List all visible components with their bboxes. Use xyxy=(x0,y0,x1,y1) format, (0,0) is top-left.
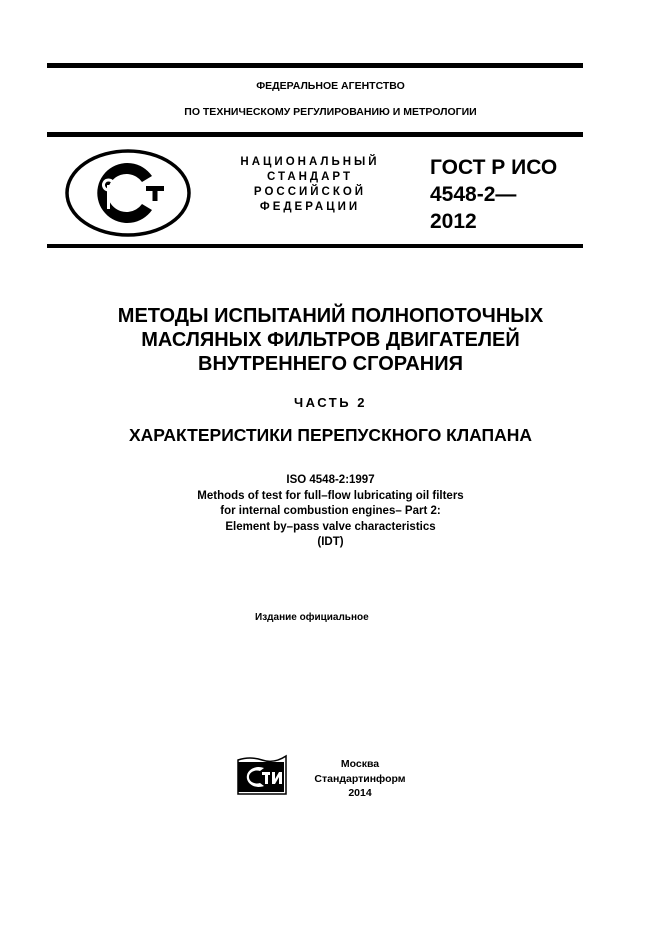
publisher-year: 2014 xyxy=(348,787,372,799)
natstd-line: ФЕДЕРАЦИИ xyxy=(259,201,361,213)
header-rule xyxy=(47,132,583,137)
iso-reference xyxy=(0,473,661,551)
iso-line: ISO 4548-2:1997 xyxy=(286,474,375,486)
designation-line: ГОСТ Р ИСО xyxy=(430,156,558,179)
designation-line: 4548-2— xyxy=(430,183,517,206)
natstd-line: РОССИЙСКОЙ xyxy=(253,186,367,198)
edition-label: Издание официальное xyxy=(255,612,369,623)
iso-line: (IDT) xyxy=(317,536,344,548)
title-line: ВНУТРЕННЕГО СГОРАНИЯ xyxy=(198,353,463,375)
natstd-line: НАЦИОНАЛЬНЫЙ xyxy=(240,156,380,168)
agency-line-2: ПО ТЕХНИЧЕСКОМУ РЕГУЛИРОВАНИЮ И МЕТРОЛОГИИ xyxy=(184,106,477,118)
title-line: МАСЛЯНЫХ ФИЛЬТРОВ ДВИГАТЕЛЕЙ xyxy=(141,329,520,351)
iso-line: for internal combustion engines– Part 2: xyxy=(220,505,441,517)
national-standard-label xyxy=(225,155,395,215)
section-rule xyxy=(47,244,583,248)
standard-designation xyxy=(430,154,557,235)
document-subtitle: ХАРАКТЕРИСТИКИ ПЕРЕПУСКНОГО КЛАПАНА xyxy=(128,425,533,445)
publisher-name: Стандартинформ xyxy=(314,772,406,785)
standartinform-logo-icon xyxy=(236,754,288,796)
iso-line: Methods of test for full–flow lubricating oil filters xyxy=(197,489,464,502)
part-label: ЧАСТЬ 2 xyxy=(294,395,367,410)
title-line: МЕТОДЫ ИСПЫТАНИЙ ПОЛНОПОТОЧНЫХ xyxy=(117,305,544,327)
publisher-block xyxy=(305,757,415,801)
rst-certification-mark-icon xyxy=(64,148,192,238)
iso-line: Element by–pass valve characteristics xyxy=(225,520,436,533)
document-title xyxy=(0,304,661,376)
designation-line: 2012 xyxy=(430,210,477,233)
publisher-city: Москва xyxy=(340,758,380,770)
natstd-line: СТАНДАРТ xyxy=(267,171,353,183)
agency-line-1: ФЕДЕРАЛЬНОЕ АГЕНТСТВО xyxy=(256,80,405,92)
top-rule xyxy=(47,63,583,68)
